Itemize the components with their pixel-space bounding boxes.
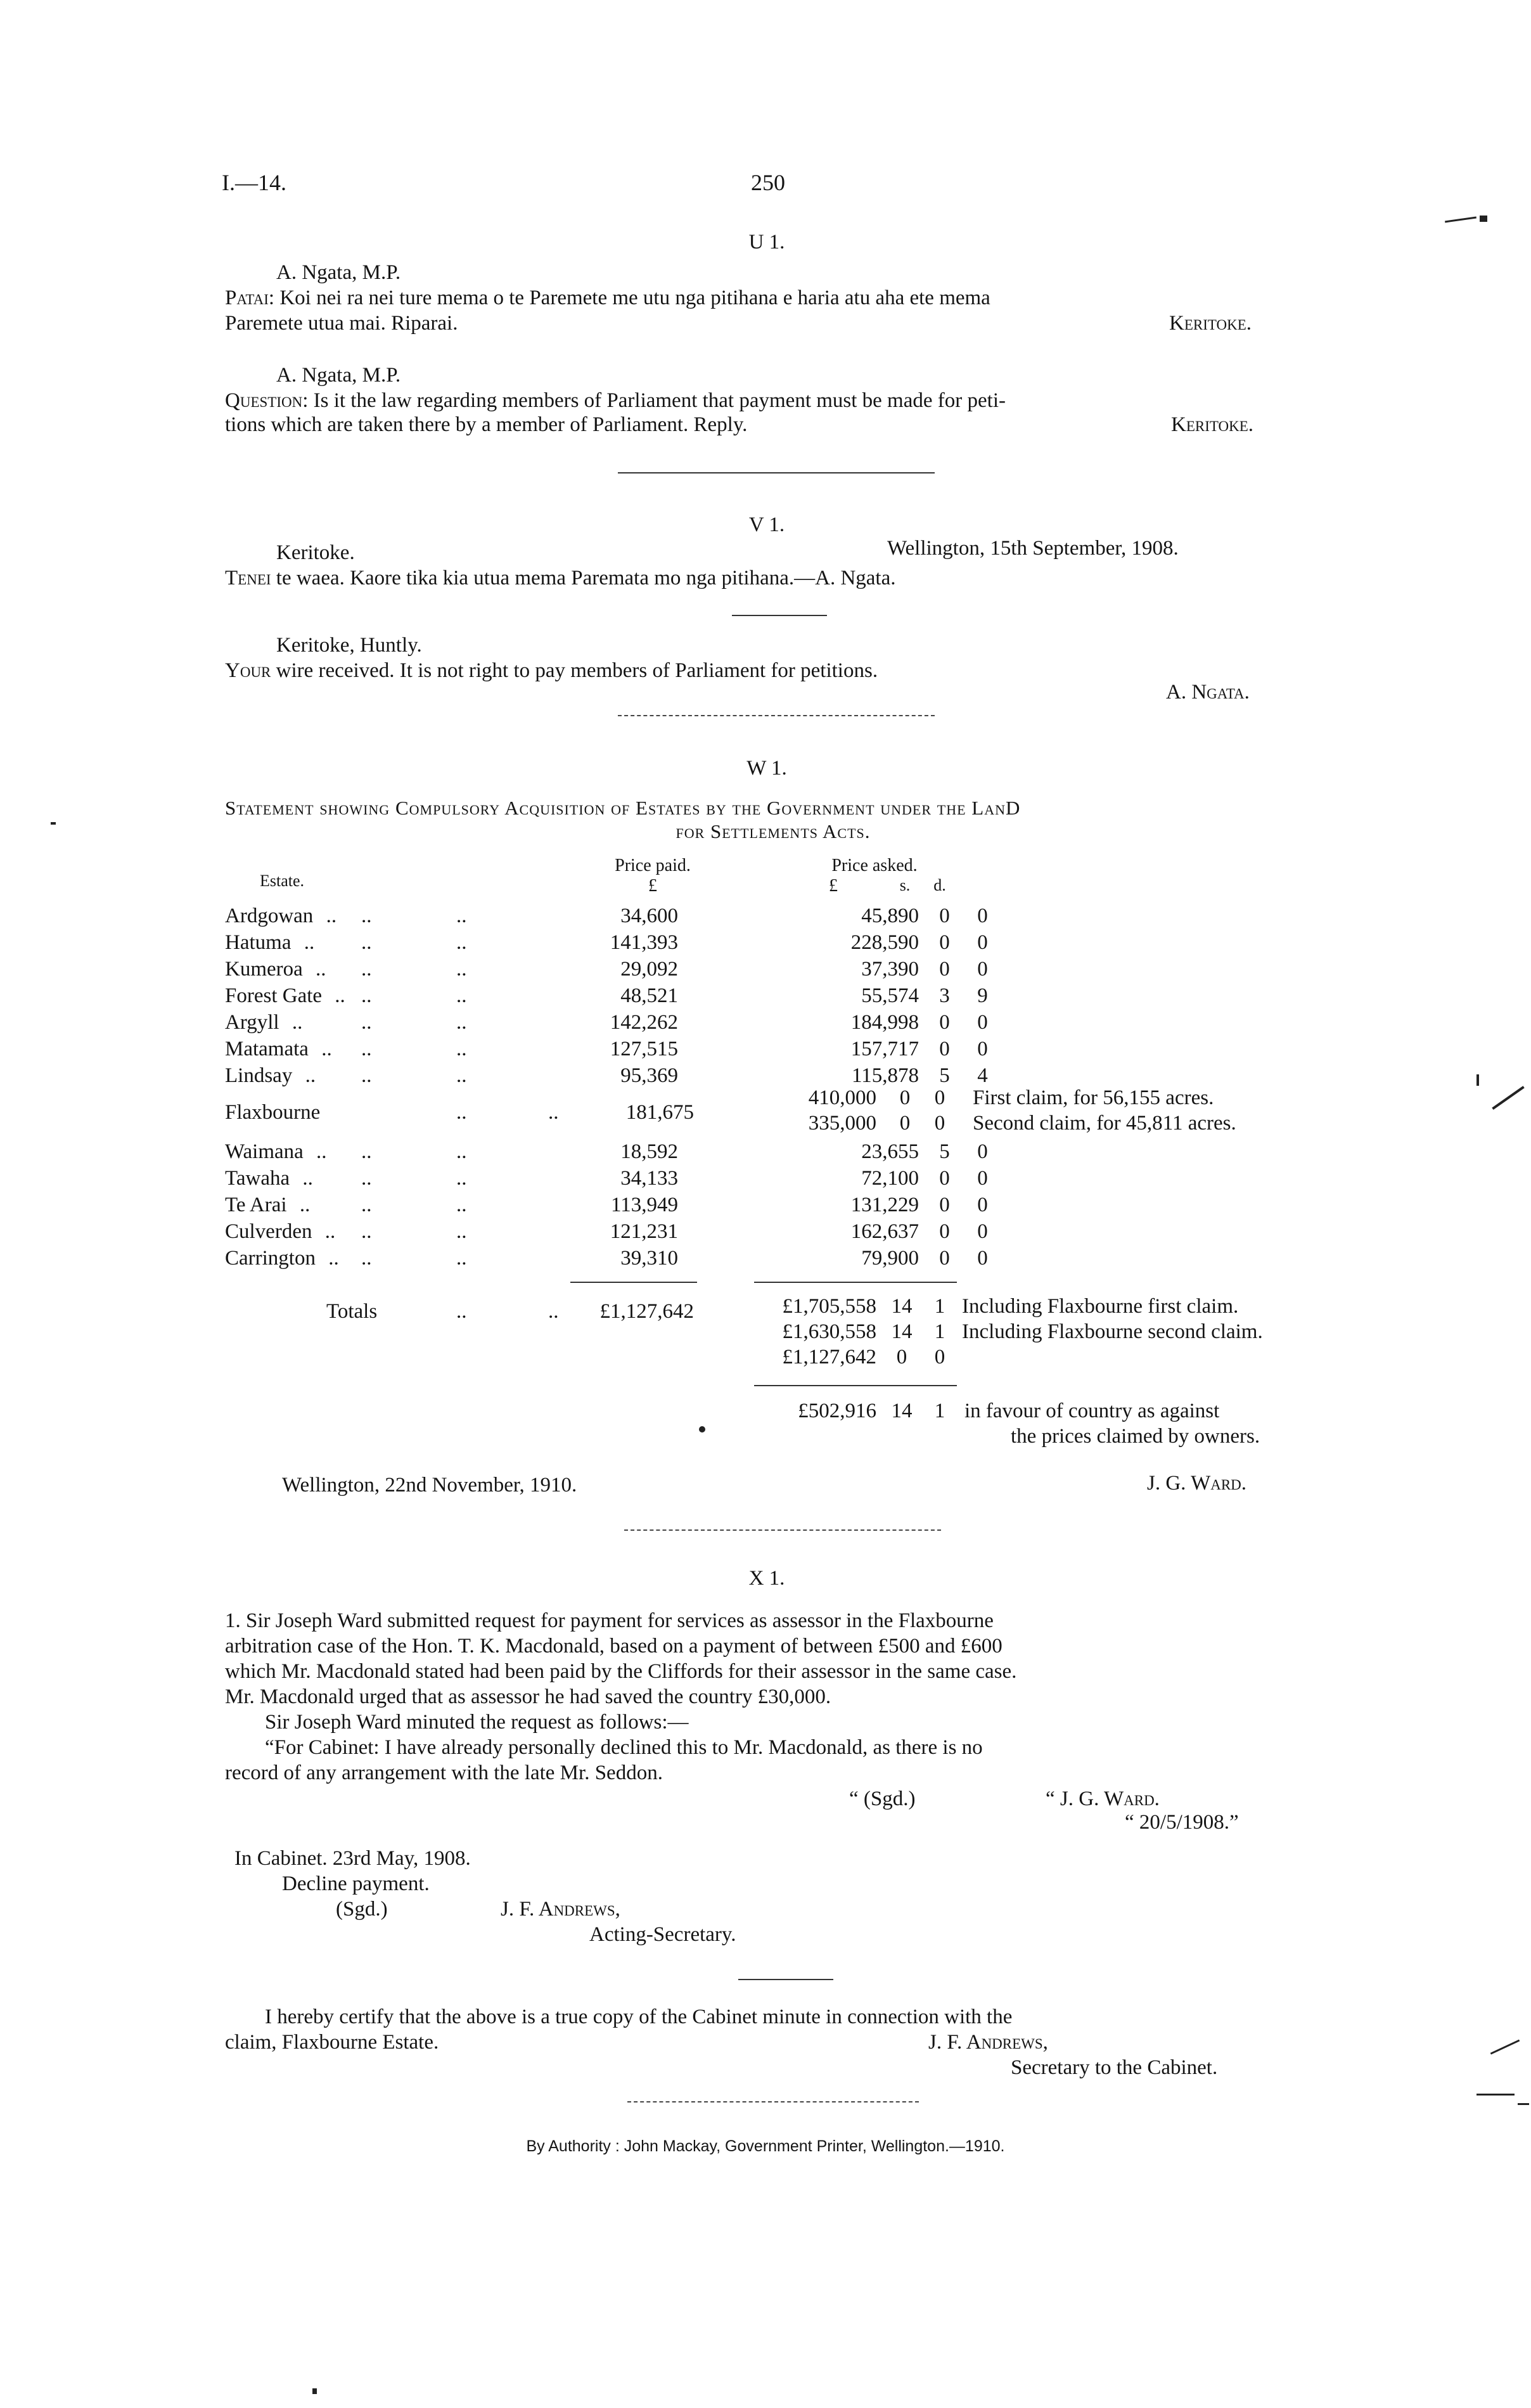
col-header-pence: d. — [933, 876, 946, 894]
margin-mark — [1518, 2103, 1529, 2105]
dot-leader: .. — [361, 1247, 372, 1270]
margin-mark — [1492, 1086, 1524, 1110]
price-asked: 115,878 — [851, 1064, 919, 1087]
x1-cabinet-line: In Cabinet. 23rd May, 1908. — [234, 1847, 471, 1870]
table-row — [225, 1192, 1000, 1218]
u1-english-sender: Keritoke. — [1171, 413, 1254, 436]
dot-leader: .. — [456, 958, 467, 981]
total-asked-1: £1,705,558 — [782, 1295, 876, 1318]
price-paid: 34,600 — [620, 905, 678, 927]
x1-ward-signature: “ J. G. Ward. — [1046, 1787, 1160, 1810]
estate-name: Matamata .. — [225, 1038, 332, 1060]
shillings: 0 — [939, 1247, 950, 1270]
section-heading-w1: W 1. — [746, 757, 787, 780]
total-asked-2: £1,630,558 — [782, 1320, 876, 1343]
dot-leader: .. — [361, 1140, 372, 1163]
margin-mark — [1490, 2040, 1520, 2055]
estate-name: Culverden .. — [225, 1220, 336, 1243]
price-asked: 228,590 — [850, 931, 919, 954]
total-price-paid: £1,127,642 — [599, 1300, 694, 1323]
price-paid: 48,521 — [620, 984, 678, 1007]
divider — [627, 2101, 919, 2102]
price-paid: 127,515 — [610, 1038, 678, 1060]
dot-leader: .. — [456, 1101, 467, 1124]
x1-decision: Decline payment. — [282, 1872, 430, 1895]
divider — [738, 1979, 833, 1980]
v1-english-message: Your wire received. It is not right to pay members of Parliament for petitions. — [225, 659, 878, 682]
estate-name: Carrington .. — [225, 1247, 339, 1270]
u1-maori-line-2: Paremete utua mai. Riparai. — [225, 312, 458, 335]
pence: 0 — [977, 958, 988, 981]
pence: 0 — [977, 1194, 988, 1216]
price-paid: 34,133 — [620, 1167, 678, 1190]
dot-leader: .. — [361, 984, 372, 1007]
flaxbourne-note-1: First claim, for 56,155 acres. — [973, 1086, 1214, 1109]
table-row — [225, 903, 1000, 929]
divider — [618, 715, 935, 716]
dot-leader: .. — [361, 905, 372, 927]
page-number: 250 — [751, 170, 785, 195]
dot-leader: .. — [456, 984, 467, 1007]
price-asked: 131,229 — [850, 1194, 919, 1216]
dot-leader: .. — [456, 1011, 467, 1034]
col-header-price-paid-unit: £ — [648, 876, 657, 896]
pence: 1 — [934, 1400, 945, 1422]
shillings: 14 — [891, 1320, 913, 1343]
col-header-price-asked: Price asked. — [831, 856, 918, 875]
section-heading-u1: U 1. — [748, 231, 785, 254]
dot-leader: .. — [456, 1220, 467, 1243]
v1-maori-to: Keritoke. — [276, 541, 355, 564]
price-asked: 335,000 — [808, 1112, 876, 1135]
shillings: 0 — [939, 1194, 950, 1216]
dot-leader: .. — [456, 905, 467, 927]
x1-sgd-1: “ (Sgd.) — [849, 1787, 916, 1810]
u1-english-line-1: Question: Is it the law regarding members of Parliament that payment must be made for peti- — [225, 389, 1006, 412]
divider — [732, 615, 827, 616]
price-asked: 184,998 — [850, 1011, 919, 1034]
estate-name: Kumeroa .. — [225, 958, 326, 981]
price-paid: 141,393 — [610, 931, 678, 954]
dot-leader: .. — [361, 1064, 372, 1087]
estate-name: Tawaha .. — [225, 1167, 313, 1190]
margin-mark — [1477, 1074, 1479, 1086]
price-paid: 95,369 — [620, 1064, 678, 1087]
w1-signature: J. G. Ward. — [1147, 1472, 1247, 1495]
x1-para-line-2: arbitration case of the Hon. T. K. Macdonald, based on a payment of between £500 and £600 — [225, 1635, 1003, 1658]
estate-name: Flaxbourne — [225, 1101, 321, 1124]
price-asked: 79,900 — [861, 1247, 919, 1270]
estate-name: Waimana .. — [225, 1140, 327, 1163]
shillings: 0 — [939, 1167, 950, 1190]
pence: 0 — [977, 1140, 988, 1163]
dot-leader: .. — [361, 1194, 372, 1216]
price-asked: 55,574 — [861, 984, 919, 1007]
dot-leader: .. — [361, 931, 372, 954]
x1-andrews-title: Acting-Secretary. — [589, 1923, 736, 1946]
pence: 0 — [977, 1247, 988, 1270]
shillings: 0 — [939, 1038, 950, 1060]
total-note-2: Including Flaxbourne second claim. — [962, 1320, 1263, 1343]
pence: 0 — [977, 905, 988, 927]
pence: 0 — [977, 1038, 988, 1060]
printer-imprint: By Authority : John Mackay, Government Printer, Wellington.—1910. — [526, 2137, 1005, 2155]
table-row — [225, 1009, 1000, 1036]
dot-leader: .. — [361, 1220, 372, 1243]
difference-note-2: the prices claimed by owners. — [1011, 1425, 1260, 1448]
x1-certify-line-1: I hereby certify that the above is a true copy of the Cabinet minute in connection with the — [265, 2006, 1013, 2028]
x1-minute-intro: Sir Joseph Ward minuted the request as follows:— — [265, 1711, 689, 1734]
price-asked: 37,390 — [861, 958, 919, 981]
table-row — [225, 1165, 1000, 1192]
x1-minute-line-1: “For Cabinet: I have already personally declined this to Mr. Macdonald, as there is no — [265, 1736, 983, 1759]
estate-name: Ardgowan .. — [225, 905, 337, 927]
ink-dot — [699, 1426, 705, 1433]
price-asked: 45,890 — [861, 905, 919, 927]
shillings: 5 — [939, 1140, 950, 1163]
v1-date-line: Wellington, 15th September, 1908. — [887, 537, 1179, 560]
pence: 0 — [934, 1112, 945, 1135]
x1-ward-date: “ 20/5/1908.” — [1125, 1811, 1239, 1834]
table-row — [225, 982, 1000, 1009]
divider — [618, 472, 935, 473]
shillings: 0 — [899, 1086, 911, 1109]
x1-para-line-4: Mr. Macdonald urged that as assessor he had saved the country £30,000. — [225, 1685, 831, 1708]
dot-leader: .. — [456, 1167, 467, 1190]
price-paid: 18,592 — [620, 1140, 678, 1163]
difference-rule — [754, 1385, 957, 1386]
table-row — [225, 1218, 1000, 1245]
pence: 1 — [934, 1320, 945, 1343]
price-paid: 142,262 — [610, 1011, 678, 1034]
total-asked-3: £1,127,642 — [782, 1346, 876, 1368]
pence: 0 — [977, 1220, 988, 1243]
shillings: 14 — [891, 1400, 913, 1422]
x1-minute-line-2: record of any arrangement with the late Mr. Seddon. — [225, 1761, 663, 1784]
pence: 0 — [934, 1346, 945, 1368]
price-paid: 121,231 — [610, 1220, 678, 1243]
table-row — [225, 1062, 1000, 1089]
margin-mark — [1480, 216, 1487, 222]
estates-table-part-1 — [225, 903, 1000, 1089]
x1-sgd-2: (Sgd.) — [336, 1898, 388, 1921]
dot-leader: .. — [456, 1194, 467, 1216]
price-asked: 162,637 — [850, 1220, 919, 1243]
shillings: 14 — [891, 1295, 913, 1318]
pence: 0 — [977, 931, 988, 954]
estate-name: Lindsay .. — [225, 1064, 316, 1087]
dot-leader: .. — [456, 1300, 467, 1323]
dot-leader: .. — [548, 1101, 559, 1124]
estate-name: Te Arai .. — [225, 1194, 311, 1216]
dot-leader: .. — [361, 958, 372, 981]
dot-leader: .. — [456, 1140, 467, 1163]
table-row — [225, 929, 1000, 956]
shillings: 0 — [939, 1220, 950, 1243]
shillings: 0 — [939, 1011, 950, 1034]
shillings: 3 — [939, 984, 950, 1007]
shillings: 0 — [899, 1112, 911, 1135]
totals-label: Totals — [326, 1300, 378, 1323]
table-row — [225, 1245, 1000, 1272]
price-paid: 181,675 — [625, 1101, 694, 1124]
x1-para-line-1: 1. Sir Joseph Ward submitted request for payment for services as assessor in the Flaxbourne — [225, 1609, 994, 1632]
document-reference: I.—14. — [222, 170, 286, 195]
pence: 0 — [977, 1167, 988, 1190]
x1-certify-title: Secretary to the Cabinet. — [1011, 2056, 1218, 2079]
v1-maori-message: Tenei te waea. Kaore tika kia utua mema Paremata mo nga pitihana.—A. Ngata. — [225, 567, 896, 589]
w1-place-date: Wellington, 22nd November, 1910. — [282, 1474, 577, 1497]
x1-andrews-signature: J. F. Andrews, — [501, 1898, 620, 1921]
pence: 9 — [977, 984, 988, 1007]
x1-certify-signature: J. F. Andrews, — [928, 2031, 1048, 2054]
col-header-price-paid: Price paid. — [615, 856, 691, 875]
dot-leader: .. — [361, 1011, 372, 1034]
total-note-1: Including Flaxbourne first claim. — [962, 1295, 1239, 1318]
flaxbourne-note-2: Second claim, for 45,811 acres. — [973, 1112, 1236, 1135]
price-asked: 72,100 — [861, 1167, 919, 1190]
totals-rule — [754, 1282, 957, 1283]
pence: 1 — [934, 1295, 945, 1318]
shillings: 0 — [939, 958, 950, 981]
estate-name: Argyll .. — [225, 1011, 303, 1034]
dot-leader: .. — [548, 1300, 559, 1323]
price-asked: 410,000 — [808, 1086, 876, 1109]
w1-title-line-1: Statement showing Compulsory Acquisition of Estates by the Government under the LanD — [225, 797, 1021, 819]
shillings: 0 — [939, 931, 950, 954]
difference-amount: £502,916 — [798, 1400, 876, 1422]
price-asked: 23,655 — [861, 1140, 919, 1163]
section-heading-x1: X 1. — [748, 1567, 785, 1590]
totals-rule — [570, 1282, 697, 1283]
shillings: 0 — [896, 1346, 907, 1368]
section-heading-v1: V 1. — [748, 513, 785, 536]
u1-maori-addressee: A. Ngata, M.P. — [276, 261, 401, 284]
v1-english-sender: A. Ngata. — [1166, 681, 1250, 704]
dot-leader: .. — [361, 1167, 372, 1190]
estate-name: Hatuma .. — [225, 931, 315, 954]
pence: 4 — [977, 1064, 988, 1087]
price-paid: 29,092 — [620, 958, 678, 981]
table-row — [225, 1138, 1000, 1165]
pence: 0 — [934, 1086, 945, 1109]
dot-leader: .. — [456, 931, 467, 954]
w1-title-line-2: for Settlements Acts. — [676, 820, 871, 842]
x1-certify-line-2: claim, Flaxbourne Estate. — [225, 2031, 439, 2054]
dot-leader: .. — [456, 1247, 467, 1270]
col-header-shillings: s. — [899, 876, 911, 894]
col-header-estate: Estate. — [260, 872, 305, 890]
margin-mark — [1445, 217, 1477, 223]
u1-english-line-2: tions which are taken there by a member of Parliament. Reply. — [225, 413, 748, 436]
price-paid: 39,310 — [620, 1247, 678, 1270]
difference-note-1: in favour of country as against — [964, 1400, 1220, 1422]
price-paid: 113,949 — [610, 1194, 678, 1216]
dot-leader: .. — [361, 1038, 372, 1060]
v1-english-to: Keritoke, Huntly. — [276, 634, 422, 657]
dot-leader: .. — [456, 1038, 467, 1060]
x1-para-line-3: which Mr. Macdonald stated had been paid by the Cliffords for their assessor in the same case. — [225, 1660, 1017, 1683]
margin-mark — [1477, 2094, 1515, 2096]
shillings: 0 — [939, 905, 950, 927]
pence: 0 — [977, 1011, 988, 1034]
margin-mark — [51, 822, 56, 825]
u1-maori-sender: Keritoke. — [1169, 312, 1252, 335]
dot-leader: .. — [456, 1064, 467, 1087]
table-row — [225, 956, 1000, 982]
estates-table-part-2 — [225, 1138, 1000, 1272]
price-asked: 157,717 — [850, 1038, 919, 1060]
divider — [624, 1529, 941, 1531]
margin-mark — [312, 2388, 317, 2394]
shillings: 5 — [939, 1064, 950, 1087]
col-header-pounds: £ — [829, 876, 838, 896]
u1-english-addressee: A. Ngata, M.P. — [276, 364, 401, 387]
u1-maori-line-1: Patai: Koi nei ra nei ture mema o te Paremete me utu nga pitihana e haria atu aha ete mema — [225, 287, 990, 309]
table-row — [225, 1036, 1000, 1062]
estate-name: Forest Gate .. — [225, 984, 345, 1007]
